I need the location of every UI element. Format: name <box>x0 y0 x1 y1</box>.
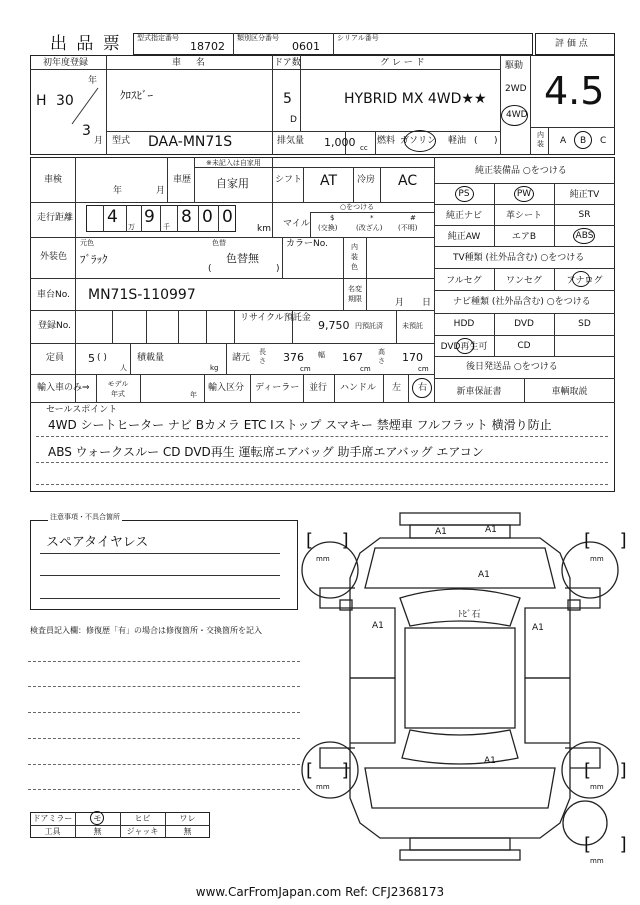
jack-value: 無 <box>183 827 192 836</box>
mileage-digit-4: 0 <box>202 207 213 227</box>
tire-bracket-fl: [ ] <box>306 530 349 551</box>
load-unit: kg <box>210 364 219 372</box>
inspection-label: 車検 <box>44 175 63 185</box>
interior-a: A <box>560 136 567 146</box>
later-title: 後日発送品 ○をつける <box>466 362 558 372</box>
crack-label: ヒビ <box>134 814 151 823</box>
damage-mark-hood: A1 <box>478 570 490 580</box>
color-label: 外装色 <box>40 252 68 262</box>
footer-reference: www.CarFromJapan.com Ref: CFJ2368173 <box>195 885 445 899</box>
tool-value: 無 <box>93 827 102 836</box>
ac-value: AC <box>398 173 418 189</box>
drive-4wd: 4WD <box>506 110 528 120</box>
shift-label: シフト <box>275 175 303 185</box>
interior-b: B <box>580 136 587 146</box>
equip-item-airbag: エアB <box>511 232 537 242</box>
model-value: DAA-MN71S <box>148 134 233 150</box>
fuel-label: 燃料 <box>377 136 396 146</box>
equip-abs-circle <box>573 228 595 244</box>
car-name-value: ｸﾛｽﾋﾞｰ <box>120 89 153 102</box>
damage-mark-front-left: A1 <box>435 527 447 537</box>
equip-item-leather: 革シート <box>505 211 542 221</box>
score-value: 4.5 <box>544 69 605 113</box>
equip-item-aw: 純正AW <box>447 232 481 242</box>
mileage-opt2: (改ざん) <box>356 224 383 232</box>
tv-fullseg: フルセグ <box>446 275 482 286</box>
interior-c: C <box>600 136 607 146</box>
spec-label: 諸元 <box>232 353 251 363</box>
sales-line-2: ABS ウォークスルー CD DVD再生 運転席エアバッグ 助手席エアバッグ エアコン <box>48 445 484 459</box>
mileage-digit-1: 4 <box>107 207 118 227</box>
grade-value: HYBRID MX 4WD★★ <box>344 91 487 107</box>
fuel-paren-open: ( <box>474 136 478 146</box>
displacement-unit: cc <box>360 144 368 152</box>
chassis-value: MN71S-110997 <box>88 287 196 303</box>
mileage-check-note: ○をつける <box>340 203 375 211</box>
capacity-value: 5 <box>88 352 95 365</box>
history-note: ※未記入は自家用 <box>206 159 261 167</box>
interior-b-circle <box>574 131 592 149</box>
category-no-label: 類別区分番号 <box>237 34 279 42</box>
mileage-digit-5: 0 <box>222 207 233 227</box>
mileage-opt2-symbol: * <box>370 214 374 222</box>
grade-label: グ レ ー ド <box>380 58 425 68</box>
displacement-label: 排気量 <box>277 136 305 146</box>
navi-dvd: DVD <box>514 319 534 329</box>
tool-label: 工具 <box>44 827 61 836</box>
navi-hdd: HDD <box>453 319 475 329</box>
tire-unit-rl: mm <box>316 783 330 791</box>
model-no-value: 18702 <box>190 40 225 53</box>
serial-label: シリアル番号 <box>337 34 379 42</box>
notes-label: 注意事項・不具合箇所 <box>50 513 120 521</box>
load-label: 積載量 <box>137 353 165 363</box>
interior-label: 内装 <box>537 131 544 148</box>
import-dealer: ディーラー <box>255 383 300 393</box>
width-unit: cm <box>360 365 371 373</box>
tire-bracket-spare: [ ] <box>584 834 627 855</box>
name-change-expiry-label: 名変期限 <box>348 285 362 303</box>
color-paren-close: ) <box>276 264 280 274</box>
sheet-title: 出 品 票 <box>50 34 122 54</box>
ac-label: 冷房 <box>357 175 376 185</box>
import-parallel: 並行 <box>309 383 328 393</box>
notes-box <box>30 520 298 610</box>
inspection-month-unit: 月 <box>156 186 166 196</box>
tv-oneseg: ワンセグ <box>505 275 542 286</box>
first-reg-month-unit: 月 <box>94 136 104 146</box>
handle-label: ハンドル <box>340 383 377 393</box>
damage-mark-left-door: A1 <box>372 621 384 631</box>
drive-4wd-circle <box>501 105 528 126</box>
first-reg-label: 初年度登録 <box>43 58 89 68</box>
length-value: 376 <box>283 351 304 364</box>
break-label: ワレ <box>179 814 196 823</box>
first-reg-year-unit: 年 <box>88 76 98 86</box>
later-warranty: 新車保証書 <box>456 386 502 397</box>
damage-mark-front-right: A1 <box>485 525 497 535</box>
displacement-value: 1,000 <box>324 136 356 149</box>
recycle-value: 9,750 <box>318 319 350 332</box>
length-unit: cm <box>300 365 311 373</box>
orig-color-label: 元色 <box>80 239 94 247</box>
model-label: 型式 <box>112 136 131 146</box>
tire-bracket-rr: [ ] <box>584 760 627 781</box>
sales-label: セールスポイント <box>46 405 118 415</box>
equip-item-sr: SR <box>578 209 591 220</box>
width-label: 幅 <box>318 351 325 359</box>
tv-analog-circle <box>572 271 590 287</box>
equip-pw-circle <box>514 186 534 202</box>
mileage-opt1: (交換) <box>318 224 338 232</box>
navi-title: ナビ種類 (社外品含む) ○をつける <box>453 297 591 307</box>
equip-ps-circle <box>455 186 474 202</box>
score-label: 評 価 点 <box>555 39 588 49</box>
jack-label: ジャッキ <box>126 827 159 836</box>
tv-analog: アナログ <box>566 275 603 286</box>
equip-item-navi: 純正ナビ <box>445 211 482 221</box>
mileage-unit-sen: 千 <box>163 223 170 231</box>
recycle-not-deposited: 未預託 <box>402 322 423 330</box>
color-no-label: カラーNo. <box>286 239 328 249</box>
damage-mark-windshield: ﾄﾋﾞ石 <box>458 610 481 620</box>
reg-label: 登録No. <box>38 321 71 331</box>
shift-value: AT <box>320 173 338 189</box>
length-label: 長さ <box>259 348 266 365</box>
navi-cd: CD <box>517 340 531 351</box>
inspector-label: 検査員記入欄：修復歴「有」の場合は修復箇所・交換箇所を記入 <box>30 626 262 635</box>
drive-2wd: 2WD <box>505 84 527 94</box>
height-unit: cm <box>418 365 429 373</box>
height-label: 高さ <box>378 348 385 365</box>
tire-unit-fl: mm <box>316 555 330 563</box>
category-no-value: 0601 <box>292 40 320 53</box>
mileage-opt3: (不明) <box>398 224 418 232</box>
mileage-unit: km <box>257 224 271 234</box>
damage-mark-right-door: A1 <box>532 623 544 633</box>
later-manual: 車輌取説 <box>551 386 588 397</box>
history-value: 自家用 <box>216 177 249 190</box>
import-label: 輸入車のみ⇒ <box>37 383 90 393</box>
capacity-unit: 人 <box>120 364 127 372</box>
width-value: 167 <box>342 351 363 364</box>
mirror-label: ドアミラー <box>32 814 73 823</box>
doors-label: ドア数 <box>274 58 301 68</box>
fuel-gas: ガソリン <box>400 136 437 146</box>
orig-color-value: ﾌﾞﾗｯｸ <box>80 253 108 266</box>
first-reg-era: H <box>36 93 47 109</box>
model-year-label: モデル年式 <box>107 380 129 398</box>
mirror-value: モ <box>93 814 102 823</box>
mileage-digit-2: 9 <box>144 207 155 227</box>
height-value: 170 <box>402 351 423 364</box>
handle-left: 左 <box>392 383 402 393</box>
navi-dvd-play-circle <box>456 338 474 354</box>
equip-item-pw: PW <box>516 188 532 199</box>
history-label: 車歴 <box>173 175 192 185</box>
fuel-light: 軽油 <box>448 136 467 146</box>
equip-item-ps: PS <box>458 188 470 199</box>
color-paren-open: ( <box>208 264 212 274</box>
interior-color-label: 内装色 <box>351 243 358 271</box>
first-reg-year: 30 <box>56 93 74 109</box>
car-damage-diagram <box>300 508 620 868</box>
chassis-label: 車台No. <box>37 290 70 300</box>
equip-item-tv: 純正TV <box>569 190 600 200</box>
handle-right-circle <box>412 378 432 398</box>
notes-line-1: スペアタイヤレス <box>46 535 149 550</box>
navi-sd: SD <box>578 319 591 329</box>
fuel-gas-circle <box>404 130 436 152</box>
sales-line-1: 4WD シートヒーター ナビ Bカメラ ETC Iストップ スマキー 禁煙車 フルフラット 横滑り防止 <box>48 418 552 432</box>
tire-unit-rr: mm <box>590 783 604 791</box>
handle-right: 右 <box>418 383 428 393</box>
expiry-day-unit: 日 <box>422 298 432 308</box>
inspection-year-unit: 年 <box>113 186 123 196</box>
expiry-month-unit: 月 <box>395 298 405 308</box>
mileage-label: 走行距離 <box>37 213 74 223</box>
doors-value: 5 <box>283 91 292 107</box>
door-type: D <box>290 115 297 125</box>
tire-unit-fr: mm <box>590 555 604 563</box>
tv-title: TV種類 (社外品含む) ○をつける <box>453 253 585 263</box>
first-reg-divider <box>70 86 100 126</box>
mileage-unit-man: 万 <box>128 223 135 231</box>
model-year-unit: 年 <box>190 391 197 399</box>
damage-mark-rear: A1 <box>484 756 496 766</box>
first-reg-month: 3 <box>82 123 91 139</box>
color-change-label: 色替 <box>212 239 226 247</box>
fuel-paren-close: ) <box>494 136 498 146</box>
recycle-unit: 円預託済 <box>355 322 383 330</box>
recycle-label-1: リサイクル預託金 <box>240 313 311 323</box>
capacity-label: 定員 <box>46 353 65 363</box>
tire-unit-spare: mm <box>590 857 604 865</box>
model-no-label: 型式指定番号 <box>137 34 179 42</box>
mileage-opt3-symbol: # <box>410 214 416 222</box>
equipment-title: 純正装備品 ○をつける <box>475 166 567 176</box>
import-category-label: 輸入区分 <box>208 383 245 393</box>
equip-item-abs: ABS <box>575 230 594 241</box>
capacity-paren: ( ) <box>97 353 107 363</box>
mirror-value-circle <box>90 811 104 825</box>
tire-bracket-rl: [ ] <box>306 760 349 781</box>
mileage-digit-3: 8 <box>181 207 192 227</box>
car-name-label: 車 名 <box>172 58 211 68</box>
mileage-mile-label: マイル <box>283 219 310 229</box>
navi-dvd-play: DVD再生可 <box>440 342 488 352</box>
color-change-value: 色替無 <box>226 252 259 265</box>
mileage-opt1-symbol: $ <box>330 214 335 222</box>
tire-bracket-fr: [ ] <box>584 530 627 551</box>
drive-label: 駆動 <box>505 61 524 71</box>
